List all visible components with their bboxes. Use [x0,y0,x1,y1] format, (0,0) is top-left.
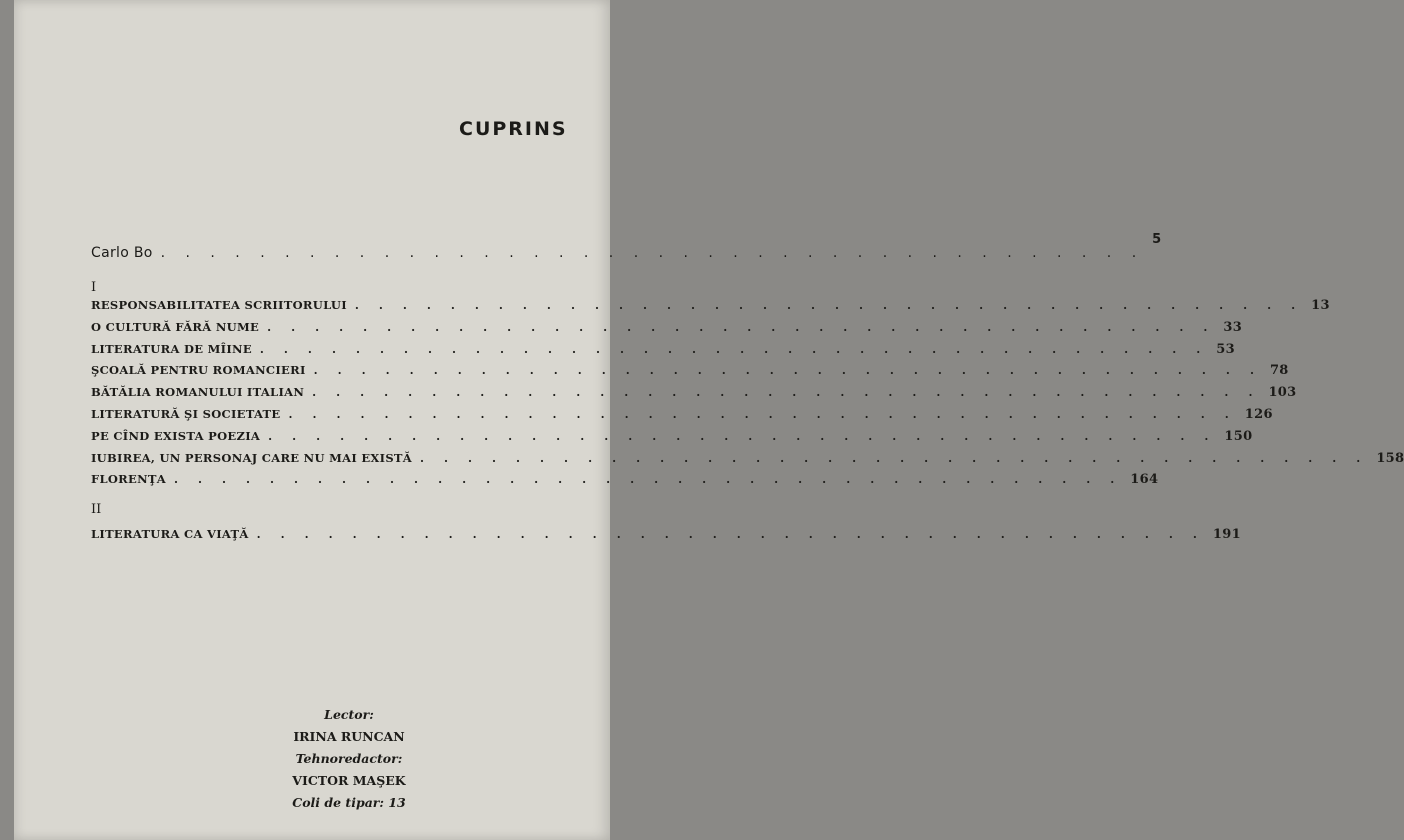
leader-dots: . . . . . . . . . . . . . . . . . . . . . . . . . . . . . . . . . . . . . . . . [173,472,1123,487]
toc-entry-page: 103 [1268,385,1297,401]
toc-entry [91,472,1159,488]
toc-entry-page: 191 [1212,527,1241,542]
toc-entry-page: 5 [1152,232,1162,247]
leader-dots: . . . . . . . . . . . . . . . . . . . . . . . . . . . . . . . . . . . . . . . . [259,341,1209,356]
toc-entry-label: O CULTURĂ FĂRĂ NUME [91,319,260,334]
toc-entry-page: 126 [1244,407,1273,422]
coli-de-tipar: Coli de tipar: 13 [292,795,406,810]
leader-dots: . . . . . . . . . . . . . . . . . . . . . . . . . . . . . . . . . . . . . . . . [312,385,1261,400]
toc-entry-page: 158 [1376,450,1404,466]
toc-entry [91,407,1273,422]
toc-entry-page: 13 [1311,298,1330,313]
toc-entry-page: 53 [1216,341,1235,357]
toc-entry-label: RESPONSABILITATEA SCRIITORULUI [91,298,347,312]
toc-entry-label: BĂTĂLIA ROMANULUI ITALIAN [91,385,305,400]
leader-dots: . . . . . . . . . . . . . . . . . . . . . . . . . . . . . . . . . . . . . . . . [268,428,1217,443]
toc-entry-author [91,232,1162,261]
toc-entry-label: Carlo Bo [91,245,153,261]
toc-entry-label: PE CÎND EXISTA POEZIA [91,428,261,443]
leader-dots: . . . . . . . . . . . . . . . . . . . . . . . . . . . . . . . . . . . . . . . . [160,245,1145,261]
toc-entry-label: LITERATURĂ ŞI SOCIETATE [91,407,281,421]
page-title: CUPRINS [459,118,568,140]
tehnoredactor-name: VICTOR MAŞEK [292,773,406,788]
toc-entry [91,527,1241,542]
toc-entry [91,298,1330,313]
leader-dots: . . . . . . . . . . . . . . . . . . . . . . . . . . . . . . . . . . . . . . . . [420,450,1369,465]
book-page [14,0,1404,840]
toc-entry [91,385,1297,401]
lector-label: Lector: [324,707,374,722]
toc-entry [91,319,1243,335]
toc-entry-page: 164 [1130,472,1159,488]
toc-entry [91,450,1404,466]
section-heading-2: II [91,502,102,517]
section-heading-1: I [91,280,97,295]
leader-dots: . . . . . . . . . . . . . . . . . . . . . . . . . . . . . . . . . . . . . . . . [313,363,1262,378]
leader-dots: . . . . . . . . . . . . . . . . . . . . . . . . . . . . . . . . . . . . . . . . [256,527,1205,541]
toc-entry [91,341,1235,357]
tehnoredactor-label: Tehnoredactor: [295,751,403,766]
toc-entry [91,428,1253,444]
toc-entry-page: 78 [1269,363,1289,379]
leader-dots: . . . . . . . . . . . . . . . . . . . . . . . . . . . . . . . . . . . . . . . . [354,298,1304,312]
toc-entry [91,363,1289,379]
toc-entry-page: 150 [1224,428,1253,444]
lector-name: IRINA RUNCAN [293,729,405,744]
toc-entry-label: IUBIREA, UN PERSONAJ CARE NU MAI EXISTĂ [91,450,413,465]
toc-entry-label: LITERATURA CA VIAŢĂ [91,527,249,541]
leader-dots: . . . . . . . . . . . . . . . . . . . . . . . . . . . . . . . . . . . . . . . . [288,407,1237,421]
toc-entry-page: 33 [1223,319,1243,335]
leader-dots: . . . . . . . . . . . . . . . . . . . . . . . . . . . . . . . . . . . . . . . . [267,319,1216,334]
toc-entry-label: FLORENŢA [91,472,166,487]
toc-entry-label: ŞCOALĂ PENTRU ROMANCIERI [91,363,306,378]
toc-entry-label: LITERATURA DE MÎINE [91,341,252,356]
colophon [214,704,484,814]
